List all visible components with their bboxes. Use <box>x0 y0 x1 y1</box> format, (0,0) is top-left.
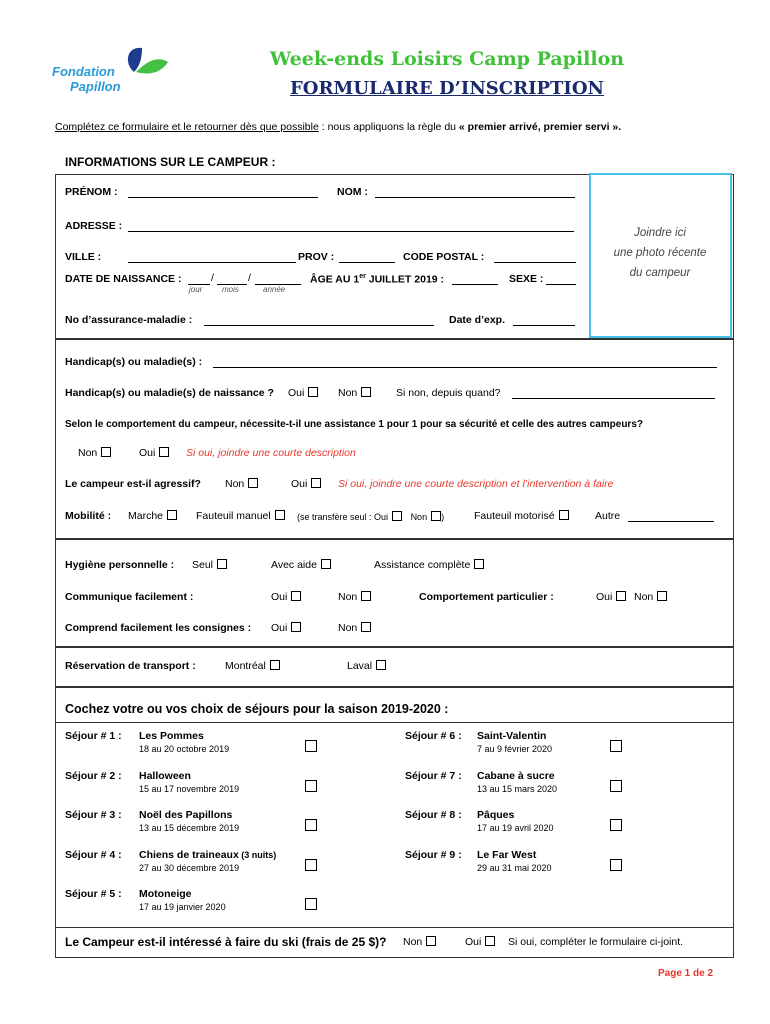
handicap-field[interactable] <box>213 367 717 368</box>
mobilite-fauteuil-motorise[interactable] <box>474 510 569 522</box>
mobilite-label: Mobilité : <box>65 510 112 522</box>
sejour-name-text: Saint-Valentin <box>477 730 547 742</box>
sejour-label: Séjour # 4 : <box>65 848 122 861</box>
sejour-checkbox[interactable] <box>305 898 317 910</box>
ski-non-label: Non <box>403 936 423 948</box>
sejour-dates: 27 au 30 décembre 2019 <box>139 862 240 873</box>
checkbox[interactable] <box>392 511 402 521</box>
checkbox[interactable] <box>657 591 667 601</box>
checkbox[interactable] <box>291 622 301 632</box>
photo-text-1: Joindre ici <box>634 227 686 239</box>
sejour-name-text: Halloween <box>139 769 191 782</box>
checkbox[interactable] <box>275 510 285 520</box>
page-title: Week-ends Loisirs Camp Papillon <box>269 48 625 70</box>
sejour-dates: 17 au 19 janvier 2020 <box>139 902 226 912</box>
assistance-oui-label: Oui <box>139 447 156 459</box>
nom-label: NOM : <box>337 186 368 198</box>
marche-label: Marche <box>128 510 164 522</box>
age-label <box>310 273 444 286</box>
agressif-oui-label: Oui <box>291 478 308 490</box>
assistance-question: Selon le comportement du campeur, nécessite-t-il une assistance 1 pour 1 pour sa sécurité et celle des autres campeurs? <box>65 419 643 430</box>
sejour-name <box>139 770 191 782</box>
consignes-oui-label: Oui <box>271 622 288 634</box>
transfere-group <box>297 511 444 522</box>
sejour-dates: 29 au 31 mai 2020 <box>477 862 552 873</box>
sejour-dates: 17 au 19 avril 2020 <box>477 823 554 833</box>
transport-label: Réservation de transport : <box>65 660 196 672</box>
sejour-name <box>477 730 546 742</box>
agressif-non[interactable] <box>225 478 258 490</box>
sexe-field[interactable] <box>546 284 576 285</box>
sejour-checkbox[interactable] <box>610 740 622 752</box>
comportement-non-label: Non <box>634 591 654 603</box>
assistance-non[interactable] <box>78 447 111 459</box>
sejour-name-text: Pâques <box>477 809 515 821</box>
instructions-rest: : nous appliquons la règle du <box>318 121 459 133</box>
communique-non-label: Non <box>338 591 358 603</box>
autre-field[interactable] <box>628 521 714 522</box>
dob-mois-hint: mois <box>222 285 239 294</box>
hygiene-label: Hygiène personnelle : <box>65 559 175 571</box>
ski-oui[interactable] <box>465 936 495 948</box>
communique-label: Communique facilement : <box>65 591 194 603</box>
transfere-oui-label: (se transfère seul : Oui <box>297 512 389 522</box>
checkbox[interactable] <box>159 447 169 457</box>
sejour-name-text: Noël des Papillons <box>139 809 233 821</box>
checkbox[interactable] <box>308 387 318 397</box>
fauteuil-motorise-label: Fauteuil motorisé <box>474 510 555 522</box>
assistance-complete-label: Assistance complète <box>374 559 471 571</box>
sejours-title: Cochez votre ou vos choix de séjours pour la saison 2019-2020 : <box>65 702 449 716</box>
dob-jour-hint: jour <box>189 285 203 294</box>
sejour-label: Séjour # 5 : <box>65 888 122 900</box>
depuis-field[interactable] <box>512 398 715 399</box>
naissance-non[interactable] <box>338 387 371 399</box>
checkbox[interactable] <box>270 660 280 670</box>
checkbox[interactable] <box>291 591 301 601</box>
transfere-close: ) <box>441 512 445 522</box>
prenom-label: PRÉNOM : <box>65 186 118 198</box>
age-field[interactable] <box>452 284 498 285</box>
form-title: FORMULAIRE D’INSCRIPTION <box>290 78 604 99</box>
checkbox[interactable] <box>474 559 484 569</box>
dob-annee-hint: année <box>263 285 286 294</box>
checkbox[interactable] <box>217 559 227 569</box>
ville-label: VILLE : <box>65 251 102 263</box>
section-title-camper: INFORMATIONS SUR LE CAMPEUR : <box>65 155 276 169</box>
ville-field[interactable] <box>128 262 296 263</box>
ski-oui-label: Oui <box>465 936 482 948</box>
sejour-checkbox[interactable] <box>610 780 622 792</box>
age-label-sup: er <box>359 273 366 280</box>
hygiene-assistance[interactable] <box>374 559 484 571</box>
sejour-name <box>139 888 192 900</box>
checkbox[interactable] <box>376 660 386 670</box>
sejour-name <box>477 809 514 821</box>
prov-label: PROV : <box>298 251 335 263</box>
sejour-name-text: Les Pommes <box>139 730 204 742</box>
code-postal-field[interactable] <box>494 262 576 263</box>
sejour-label: Séjour # 6 : <box>405 730 462 742</box>
assurance-label: No d’assurance-maladie : <box>65 314 193 326</box>
checkbox[interactable] <box>311 478 321 488</box>
sejour-dates: 18 au 20 octobre 2019 <box>139 744 230 754</box>
logo-text-2: Papillon <box>70 79 121 94</box>
instructions-bold: « premier arrivé, premier servi ». <box>458 121 622 133</box>
sejour-name-text: Le Far West <box>477 848 537 861</box>
sejour-label: Séjour # 2 : <box>65 769 122 782</box>
sejour-label: Séjour # 1 : <box>65 730 122 742</box>
sejour-dates: 15 au 17 novembre 2019 <box>139 783 240 794</box>
mobilite-fauteuil-manuel[interactable] <box>196 510 285 522</box>
sejour-name <box>139 849 276 861</box>
adresse-field[interactable] <box>128 231 574 232</box>
fauteuil-manuel-label: Fauteuil manuel <box>196 510 271 522</box>
communique-oui-label: Oui <box>271 591 288 603</box>
transport-montreal[interactable] <box>225 660 280 672</box>
comportement-label: Comportement particulier : <box>419 591 554 603</box>
logo-text-1: Fondation <box>52 64 115 79</box>
checkbox[interactable] <box>361 387 371 397</box>
instructions-underlined: Complétez ce formulaire et le retourner dès que possible <box>55 121 319 133</box>
photo-area[interactable] <box>589 173 732 338</box>
sejour-dates: 7 au 9 février 2020 <box>477 744 553 754</box>
checkbox[interactable] <box>167 510 177 520</box>
checkbox[interactable] <box>101 447 111 457</box>
sejour-checkbox[interactable] <box>305 819 317 831</box>
agressif-label: Le campeur est-il agressif? <box>65 478 201 490</box>
sejour-checkbox[interactable] <box>305 740 317 752</box>
consignes-non[interactable] <box>338 622 371 634</box>
comportement-oui[interactable] <box>596 591 626 603</box>
assistance-note: Si oui, joindre une courte description <box>186 447 356 459</box>
exp-field[interactable] <box>513 325 575 326</box>
dob-separator-1: / <box>211 272 214 284</box>
exp-label: Date d’exp. <box>449 314 506 326</box>
sejour-dates: 13 au 15 mars 2020 <box>477 783 558 794</box>
mobilite-marche[interactable] <box>128 510 177 522</box>
instructions <box>55 121 621 133</box>
sejour-name-text: Cabane à sucre <box>477 769 555 782</box>
sejour-label: Séjour # 8 : <box>405 809 462 821</box>
ski-note: Si oui, compléter le formulaire ci-joint. <box>508 936 684 948</box>
handicap-label: Handicap(s) ou maladie(s) : <box>65 356 203 368</box>
agressif-note: Si oui, joindre une courte description et l’intervention à faire <box>338 478 614 490</box>
assistance-oui[interactable] <box>139 447 169 459</box>
ski-non[interactable] <box>403 936 436 948</box>
sejour-name <box>139 809 232 821</box>
ski-rule <box>55 927 733 928</box>
consignes-label: Comprend facilement les consignes : <box>65 622 252 634</box>
sejour-name <box>477 849 536 861</box>
page-number: Page 1 de 2 <box>658 968 714 979</box>
dob-separator-2: / <box>248 272 251 284</box>
prenom-field[interactable] <box>128 197 318 198</box>
dob-label: DATE DE NAISSANCE : <box>65 273 182 285</box>
agressif-oui[interactable] <box>291 478 321 490</box>
assurance-field[interactable] <box>204 325 434 326</box>
sejour-extra: (3 nuits) <box>238 849 277 860</box>
sejours-title-rule <box>55 722 733 723</box>
sejour-checkbox[interactable] <box>610 819 622 831</box>
sejour-name-text: Chiens de traineaux <box>139 848 239 861</box>
checkbox[interactable] <box>616 591 626 601</box>
sejour-checkbox[interactable] <box>305 859 317 871</box>
sejour-name <box>477 770 555 782</box>
photo-text-2: une photo récente <box>613 247 707 259</box>
consignes-oui[interactable] <box>271 622 301 634</box>
avec-aide-label: Avec aide <box>271 559 317 571</box>
communique-non[interactable] <box>338 591 371 603</box>
hygiene-avec-aide[interactable] <box>271 559 331 571</box>
sejour-name-text: Motoneige <box>139 888 192 900</box>
depuis-label: Si non, depuis quand? <box>396 387 501 399</box>
checkbox[interactable] <box>361 622 371 632</box>
montreal-label: Montréal <box>225 660 266 672</box>
sejour-dates: 13 au 15 décembre 2019 <box>139 823 240 833</box>
sexe-label: SEXE : <box>509 273 544 285</box>
nom-field[interactable] <box>375 197 575 198</box>
consignes-non-label: Non <box>338 622 358 634</box>
laval-label: Laval <box>347 660 373 672</box>
prov-field[interactable] <box>339 262 395 263</box>
agressif-non-label: Non <box>225 478 245 490</box>
sejour-checkbox[interactable] <box>610 859 622 871</box>
assistance-non-label: Non <box>78 447 98 459</box>
adresse-label: ADRESSE : <box>65 220 123 232</box>
checkbox[interactable] <box>321 559 331 569</box>
transfere-non-label: Non <box>410 512 428 522</box>
checkbox[interactable] <box>559 510 569 520</box>
sejour-label: Séjour # 3 : <box>65 809 122 821</box>
checkbox[interactable] <box>248 478 258 488</box>
sejour-name <box>139 730 204 742</box>
age-label-pre: ÂGE AU 1 <box>310 273 360 286</box>
photo-text-3: du campeur <box>629 267 691 279</box>
checkbox[interactable] <box>485 936 495 946</box>
ski-question: Le Campeur est-il intéressé à faire du ski (frais de 25 $)? <box>65 935 387 949</box>
naissance-oui-label: Oui <box>288 387 305 399</box>
comportement-oui-label: Oui <box>596 591 613 603</box>
naissance-label: Handicap(s) ou maladie(s) de naissance ? <box>65 387 274 399</box>
age-label-post: JUILLET 2019 : <box>365 273 445 286</box>
communique-oui[interactable] <box>271 591 301 603</box>
naissance-oui[interactable] <box>288 387 318 399</box>
seul-label: Seul <box>192 559 214 571</box>
comportement-non[interactable] <box>634 591 667 603</box>
checkbox[interactable] <box>361 591 371 601</box>
sejour-label: Séjour # 9 : <box>405 848 462 861</box>
sejours-section <box>55 686 734 958</box>
code-postal-label: CODE POSTAL : <box>403 251 485 263</box>
naissance-non-label: Non <box>338 387 358 399</box>
checkbox[interactable] <box>426 936 436 946</box>
hygiene-seul[interactable] <box>192 559 227 571</box>
transport-laval[interactable] <box>347 660 386 672</box>
checkbox[interactable] <box>431 511 441 521</box>
mobilite-autre-label: Autre <box>595 510 621 522</box>
sejour-label: Séjour # 7 : <box>405 769 462 782</box>
sejour-checkbox[interactable] <box>305 780 317 792</box>
